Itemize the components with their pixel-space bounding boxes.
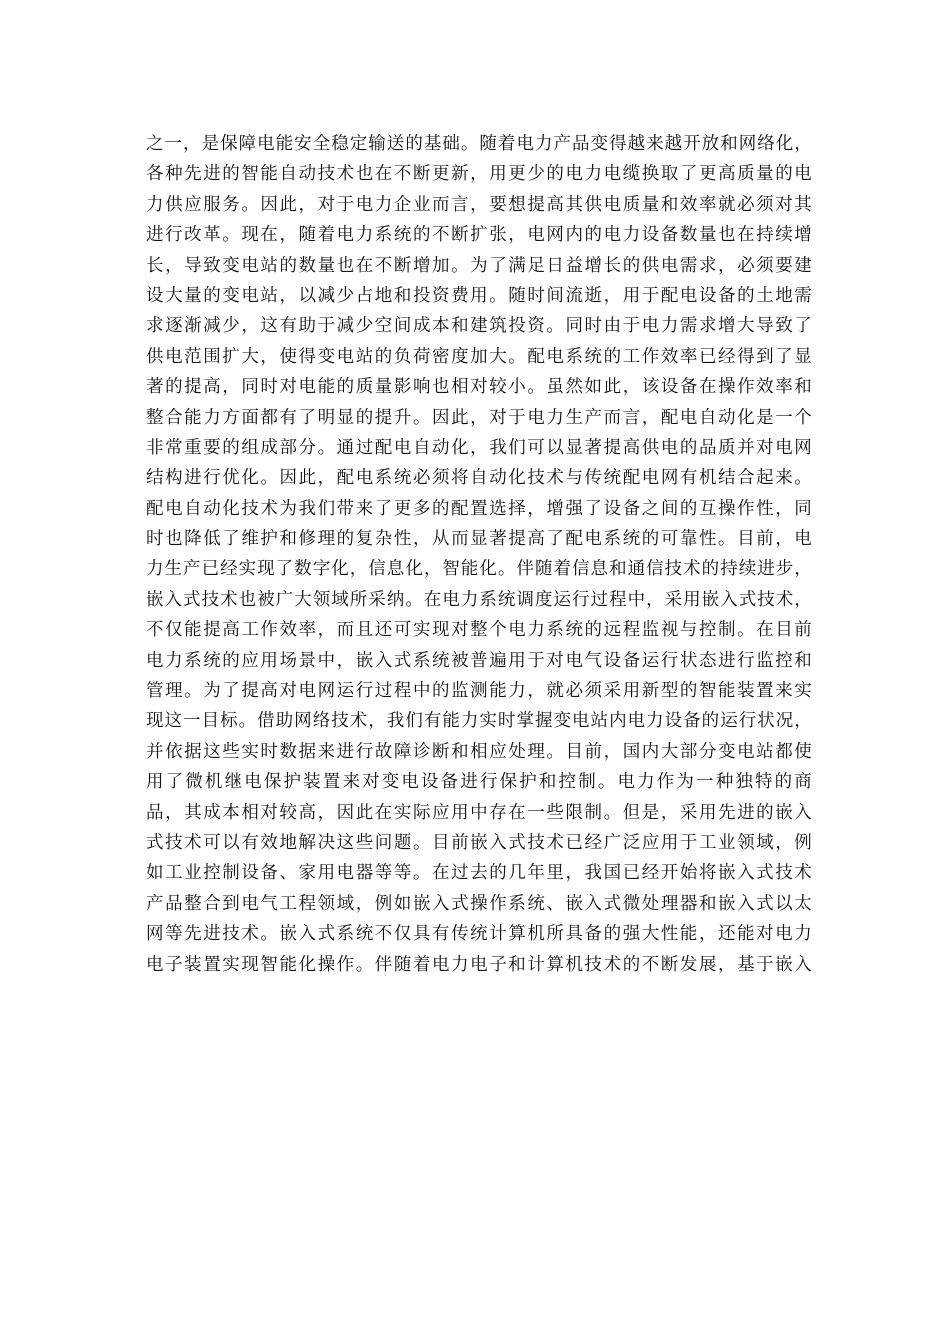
text-line: 嵌入式技术也被广大领域所采纳。在电力系统调度运行过程中，采用嵌入式技术， [146, 589, 812, 610]
text-line: 力供应服务。因此，对于电力企业而言，要想提高其供电质量和效率就必须对其 [146, 194, 812, 215]
text-line: 配电自动化技术为我们带来了更多的配置选择，增强了设备之间的互操作性，同 [146, 498, 812, 519]
text-line: 如工业控制设备、家用电器等等。在过去的几年里，我国已经开始将嵌入式技术 [146, 863, 812, 884]
text-line: 之一，是保障电能安全稳定输送的基础。随着电力产品变得越来越开放和网络化， [146, 134, 812, 154]
text-line: 结构进行优化。因此，配电系统必须将自动化技术与传统配电网有机结合起来。 [146, 468, 812, 489]
text-line: 著的提高，同时对电能的质量影响也相对较小。虽然如此，该设备在操作效率和 [146, 377, 812, 398]
text-line: 并依据这些实时数据来进行故障诊断和相应处理。目前，国内大部分变电站都使 [146, 741, 812, 762]
text-line: 品，其成本相对较高，因此在实际应用中存在一些限制。但是，采用先进的嵌入 [146, 802, 812, 823]
text-line: 力生产已经实现了数字化，信息化，智能化。伴随着信息和通信技术的持续进步， [146, 559, 812, 580]
text-line: 设大量的变电站，以减少占地和投资费用。随时间流逝，用于配电设备的土地需 [146, 285, 812, 306]
text-line: 时也降低了维护和修理的复杂性，从而显著提高了配电系统的可靠性。目前，电 [146, 529, 812, 550]
body-paragraph [146, 129, 812, 980]
text-line: 电子装置实现智能化操作。伴随着电力电子和计算机技术的不断发展，基于嵌入 [146, 954, 812, 975]
text-line: 现这一目标。借助网络技术，我们有能力实时掌握变电站内电力设备的运行状况， [146, 711, 812, 732]
text-line: 供电范围扩大，使得变电站的负荷密度加大。配电系统的工作效率已经得到了显 [146, 346, 812, 367]
text-line: 求逐渐减少，这有助于减少空间成本和建筑投资。同时由于电力需求增大导致了 [146, 316, 812, 337]
text-line: 用了微机继电保护装置来对变电设备进行保护和控制。电力作为一种独特的商 [146, 772, 812, 793]
text-line: 电力系统的应用场景中，嵌入式系统被普遍用于对电气设备运行状态进行监控和 [146, 650, 812, 671]
text-line: 式技术可以有效地解决这些问题。目前嵌入式技术已经广泛应用于工业领域，例 [146, 832, 812, 853]
text-line: 不仅能提高工作效率，而且还可实现对整个电力系统的远程监视与控制。在目前 [146, 620, 812, 641]
text-line: 长，导致变电站的数量也在不断增加。为了满足日益增长的供电需求，必须要建 [146, 255, 812, 276]
text-line: 整合能力方面都有了明显的提升。因此，对于电力生产而言，配电自动化是一个 [146, 407, 812, 428]
text-line: 进行改革。现在，随着电力系统的不断扩张，电网内的电力设备数量也在持续增 [146, 225, 812, 246]
text-line: 各种先进的智能自动技术也在不断更新，用更少的电力电缆换取了更高质量的电 [146, 164, 812, 185]
text-line: 产品整合到电气工程领域，例如嵌入式操作系统、嵌入式微处理器和嵌入式以太 [146, 893, 812, 914]
text-line: 非常重要的组成部分。通过配电自动化，我们可以显著提高供电的品质并对电网 [146, 437, 812, 458]
text-line: 网等先进技术。嵌入式系统不仅具有传统计算机所具备的强大性能，还能对电力 [146, 924, 812, 945]
text-line: 管理。为了提高对电网运行过程中的监测能力，就必须采用新型的智能装置来实 [146, 681, 812, 702]
